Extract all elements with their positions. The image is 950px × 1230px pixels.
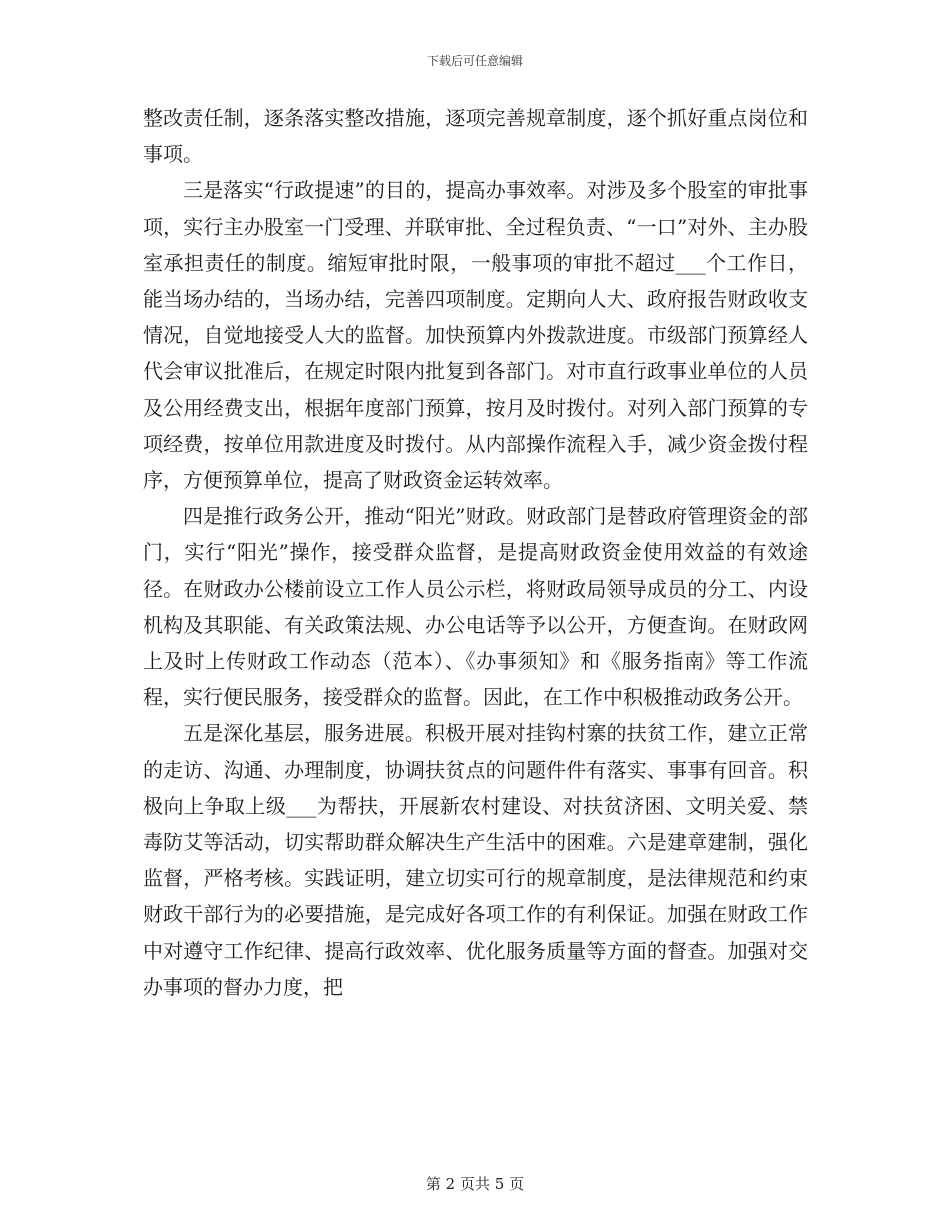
paragraph-item-4: 四是推行政务公开，推动“阳光”财政。财政部门是替政府管理资金的部门，实行“阳光”操作，接受群众监督，是提高财政资金使用效益的有效途径。在财政办公楼前设立工作人员公示栏，将财政局领导成员的分工、内设机构及其职能、有关政策法规、办公电话等予以公开，方便查询。在财政网上及时上传财政工作动态（范本）、《办事须知》和《服务指南》等工作流程，实行便民服务，接受群众的监督。因此，在工作中积极推动政务公开。 — [143, 504, 808, 710]
page-footer: 第 2 页共 5 页 — [425, 1175, 525, 1193]
page-header: 下载后可任意编辑 — [426, 54, 523, 68]
document-body — [143, 100, 808, 1005]
paragraph-item-5: 五是深化基层，服务进展。积极开展对挂钩村寨的扶贫工作，建立正常的走访、沟通、办理制度，协调扶贫点的问题件件有落实、事事有回音。积极向上争取上级___为帮扶，开展新农村建设、对扶贫济困、文明关爱、禁毒防艾等活动，切实帮助群众解决生产生活中的困难。六是建章建制，强化监督，严格考核。实践证明，建立切实可行的规章制度，是法律规范和约束财政干部行为的必要措施，是完成好各项工作的有利保证。加强在财政工作中对遵守工作纪律、提高行政效率、优化服务质量等方面的督查。加强对交办事项的督办力度，把 — [143, 721, 808, 999]
paragraph-continuation: 整改责任制，逐条落实整改措施，逐项完善规章制度，逐个抓好重点岗位和事项。 — [143, 106, 808, 167]
paragraph-item-3: 三是落实“行政提速”的目的，提高办事效率。对涉及多个股室的审批事项，实行主办股室一门受理、并联审批、全过程负责、“一口”对外、主办股室承担责任的制度。缩短审批时限，一般事项的审批不超过___个工作日，能当场办结的，当场办结，完善四项制度。定期向人大、政府报告财政收支情况，自觉地接受人大的监督。加快预算内外拨款进度。市级部门预算经人代会审议批准后，在规定时限内批复到各部门。对市直行政事业单位的人员及公用经费支出，根据年度部门预算，按月及时拨付。对列入部门预算的专项经费，按单位用款进度及时拨付。从内部操作流程入手，减少资金拨付程序，方便预算单位，提高了财政资金运转效率。 — [143, 178, 808, 493]
